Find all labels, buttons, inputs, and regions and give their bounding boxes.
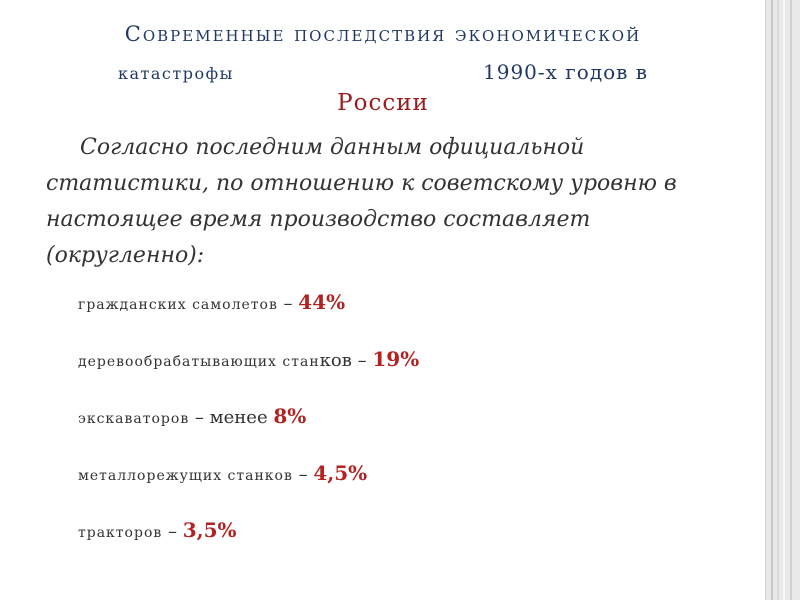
list-item	[78, 347, 758, 404]
border-rail	[783, 0, 785, 600]
decorative-side-border	[765, 0, 800, 600]
list-item	[78, 290, 758, 347]
slide-title-line1: Современные последствия экономической	[124, 22, 642, 46]
border-rail	[790, 0, 792, 600]
list-item	[78, 461, 758, 518]
statistics-list	[78, 290, 758, 575]
border-rail	[771, 0, 773, 600]
stat-label-suffix: ков	[319, 350, 352, 371]
stat-value: 44%	[298, 290, 346, 314]
stat-dash: –	[292, 464, 314, 485]
stat-dash: –	[277, 293, 299, 314]
stat-value: 8%	[273, 404, 307, 428]
slide-title-line2-right: 1990-х годов в	[483, 60, 649, 84]
stat-value: 3,5%	[182, 518, 237, 542]
stat-dash: –	[162, 521, 183, 542]
stat-label: тракторов	[78, 525, 163, 541]
body-paragraph: Согласно последним данным официальной статистики, по отношению к советскому уровню в настоящее время производство составляет (округленно):	[46, 135, 677, 268]
list-item	[78, 518, 758, 575]
stat-value: 19%	[372, 347, 420, 371]
slide-title-line2-left: катастрофы	[118, 64, 234, 83]
stat-value: 4,5%	[313, 461, 368, 485]
list-item	[78, 404, 758, 461]
stat-label: металлорежущих станков	[78, 468, 293, 484]
stat-dash: –	[351, 350, 373, 371]
stat-label: деревообрабатывающих стан	[78, 354, 320, 370]
border-rail	[777, 0, 779, 600]
slide-title-line3: России	[337, 90, 429, 116]
stat-label: гражданских самолетов	[78, 297, 278, 313]
stat-dash: – менее	[189, 407, 274, 428]
stat-label: экскаваторов	[78, 411, 190, 427]
